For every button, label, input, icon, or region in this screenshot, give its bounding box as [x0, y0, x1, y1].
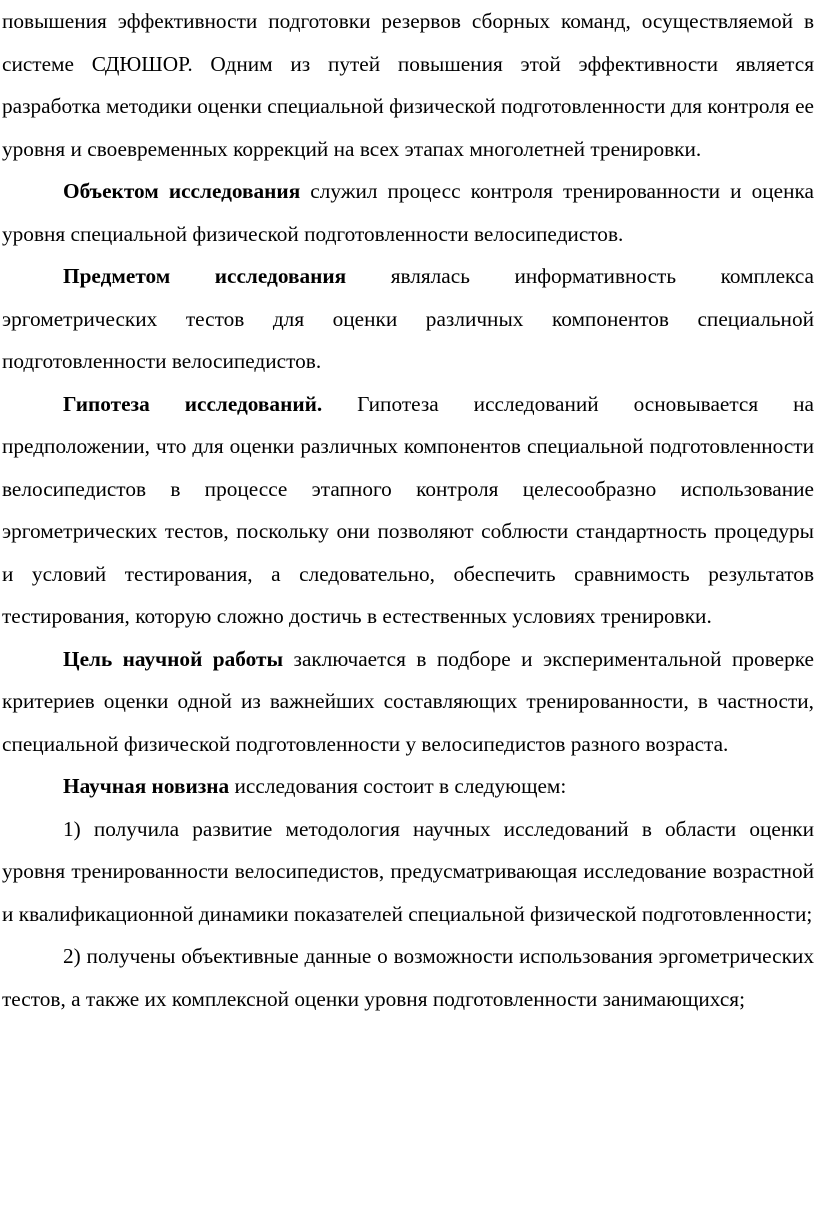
paragraph-subject	[2, 255, 814, 383]
paragraph-text: Гипотеза исследований основывается на предположении, что для оценки различных компонентов специальной подготовленности велосипедистов в процессе этапного контроля целесообразно использование эргометрических тестов, поскольку они позволяют соблюсти стандартность процедуры и условий тестирования, а следовательно, обеспечить сравнимость результатов тестирования, которую сложно достичь в естественных условиях тренировки.	[2, 391, 814, 628]
paragraph-text: 1) получила развитие методология научных исследований в области оценки уровня тренированности велосипедистов, предусматривающая исследование возрастной и квалификационной динамики показателей специальной физической подготовленности;	[2, 816, 814, 926]
paragraph-novelty	[2, 765, 814, 808]
paragraph-heading: Гипотеза исследований.	[63, 391, 323, 416]
paragraph-heading: Предметом исследования	[63, 264, 347, 288]
paragraph-goal	[2, 638, 814, 766]
paragraph-heading: Цель научной работы	[63, 646, 284, 671]
paragraph-text: исследования состоит в следующем:	[229, 774, 567, 798]
list-item-novelty-1	[2, 808, 814, 936]
paragraph-text: являлась информативность комплекса эргометрических тестов для оценки различных компонентов специальной подготовленности велосипедистов.	[2, 264, 815, 373]
paragraph-text: повышения эффективности подготовки резервов сборных команд, осуществляемой в системе СДЮШОР. Одним из путей повышения этой эффективности является разработка методики оценки специальной физической подготовленности для контроля ее уровня и своевременных коррекций на всех этапах многолетней тренировки.	[2, 9, 814, 161]
paragraph-object	[2, 170, 814, 255]
paragraph-text: 2) получены объективные данные о возможности использования эргометрических тестов, а также их комплексной оценки уровня подготовленности занимающихся;	[2, 944, 814, 1011]
paragraph-heading: Объектом исследования	[63, 179, 301, 203]
paragraph-text: заключается в подборе и экспериментальной проверке критериев оценки одной из важнейших составляющих тренированности, в частности, специальной физической подготовленности у велосипедистов разного возраста.	[2, 646, 814, 756]
paragraph-hypothesis	[2, 383, 814, 638]
paragraph-heading: Научная новизна	[63, 774, 230, 798]
paragraph-text: служил процесс контроля тренированности и оценка уровня специальной физической подготовленности велосипедистов.	[2, 179, 814, 246]
paragraph-intro-continued	[2, 0, 814, 170]
list-item-novelty-2	[2, 935, 814, 1020]
